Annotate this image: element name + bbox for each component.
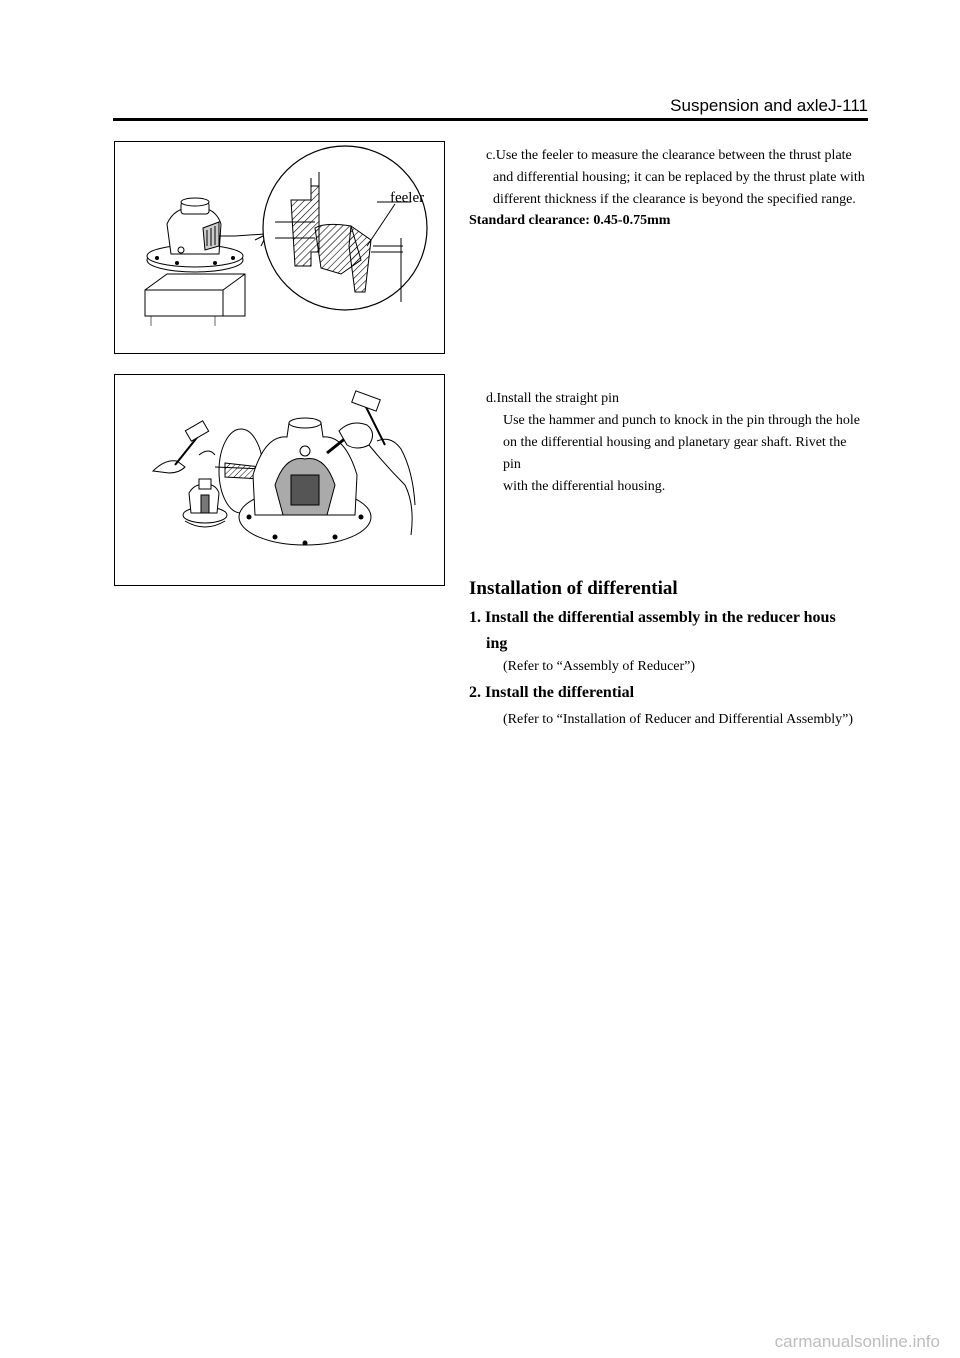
- step-c-text: [486, 145, 866, 211]
- step-d-title: d.Install the straight pin: [486, 391, 619, 406]
- item-title-line1: . Install the differential: [477, 684, 635, 701]
- figure-install-straight-pin: [114, 374, 445, 586]
- item-number: 1: [469, 609, 477, 626]
- item-title-line1: . Install the differential assembly in the reducer hous: [477, 609, 836, 626]
- section-item-1-note: (Refer to “Assembly of Reducer”): [503, 659, 696, 674]
- step-d-line: on the differential housing and planetary gear shaft. Rivet the pin: [503, 435, 847, 472]
- section-title: Installation of differential: [469, 578, 678, 599]
- header-rule: [113, 118, 868, 121]
- feeler-callout-label: feeler: [390, 190, 425, 206]
- section-item-2-note: (Refer to “Installation of Reducer and Differential Assembly”): [503, 712, 854, 727]
- standard-clearance: Standard clearance: 0.45-0.75mm: [469, 213, 671, 228]
- page-header-title: Suspension and axleJ-111: [670, 96, 868, 115]
- item-number: 2: [469, 684, 477, 701]
- step-c-line: and differential housing; it can be replaced by the thrust plate with: [493, 170, 865, 185]
- differential-feeler-illustration: [115, 142, 443, 352]
- straight-pin-illustration: [115, 375, 443, 584]
- item-title-line2: ing: [486, 635, 508, 652]
- watermark: carmanualsonline.info: [774, 1332, 940, 1351]
- step-d-line: with the differential housing.: [503, 479, 666, 494]
- step-d-text: [486, 388, 866, 498]
- step-d-line: Use the hammer and punch to knock in the pin through the hole: [503, 413, 860, 428]
- figure-feeler-measurement: [114, 141, 445, 354]
- section-item-1-title: [469, 605, 836, 657]
- section-item-2-title: [469, 680, 634, 706]
- step-c-line: different thickness if the clearance is beyond the specified range.: [493, 192, 856, 207]
- step-c-line: c.Use the feeler to measure the clearance between the thrust plate: [486, 148, 852, 163]
